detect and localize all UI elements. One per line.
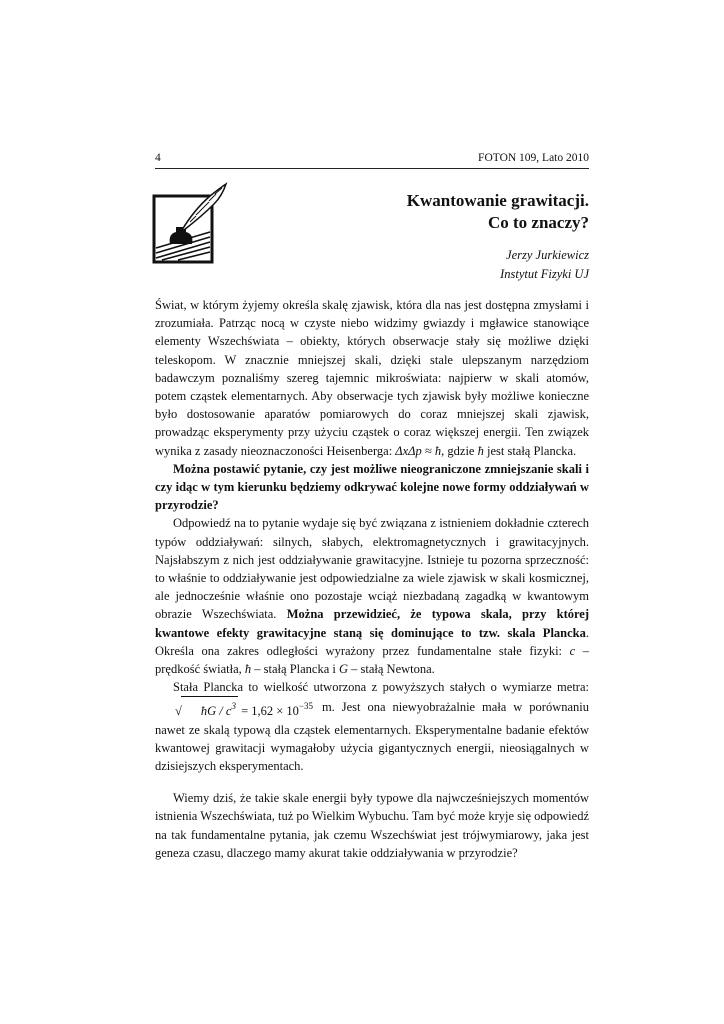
running-header [155, 150, 589, 169]
paragraph-4-text-a: Stała Plancka to wielkość utworzona z powyższych stałych o wymiarze metra: [173, 680, 589, 695]
planck-length-formula: √ ħG / $c^3 = 1,62 \times 10^{-35}$ [155, 696, 315, 720]
uncertainty-formula: ΔxΔp ≈ ħ [395, 443, 442, 458]
article-title-line-2: Co to znaczy? [487, 213, 589, 232]
symbol-c: c [569, 643, 576, 658]
article-affiliation: Instytut Fizyki UJ [500, 267, 589, 281]
paragraph-3-text-b: . Określa ona zakres odległości wyrażony przez fundamentalne stałe fizyki: [155, 625, 589, 658]
symbol-hbar-desc: – stałą Plancka i [251, 662, 339, 677]
hbar-symbol: ħ [477, 443, 484, 458]
paragraph-1-mid: , gdzie [441, 443, 478, 458]
page-number: 4 [155, 152, 161, 164]
quill-inkwell-icon [152, 182, 230, 266]
paragraph-3-text-a: Odpowiedź na to pytanie wydaje się być związana z istnieniem dokładnie czterech typów oddziaływań: silnych, słabych, elektromagnetycznych i grawitacyjnych. Najsłabszym z nich jest oddziaływanie grawitacyjne. Istnieje tu pozorna sprzeczność: to właśnie to oddziaływanie jest odpowiedzialne za wiele zjawisk w skali kosmicznej, ale jednocześnie właśnie ono pozostaje wciąż niezbadaną zagadką w kwantowym obrazie Wszechświata. [155, 516, 589, 622]
formula-root-exponent: 3 [231, 701, 236, 712]
paragraph-1 [155, 296, 589, 460]
journal-title: FOTON 109, Lato 2010 [478, 152, 589, 164]
paragraph-5: Wiemy dziś, że takie skale energii były typowe dla najwcześniejszych momentów istnienia Wszechświata, tuż po Wielkim Wybuchu. Tam być może kryje się odpowiedź na tak fundamentalne pytania, jak czemu Wszechświat jest trójwymiarowy, jaka jest geneza czasu, dlaczego mamy akurat takie oddziaływania w przyrodzie? [155, 791, 589, 860]
paragraph-3-bold: Można przewidzieć, że typowa skala, przy której kwantowe efekty grawitacyjne staną się dominujące to tzw. skala Plancka [155, 607, 590, 640]
formula-root: ħG / c [200, 704, 232, 719]
symbol-g-desc: – stałą Newtona. [348, 662, 435, 677]
symbol-c-desc: – prędkość światła, [155, 643, 590, 677]
symbol-g: G [338, 662, 349, 677]
article-title-block [259, 190, 589, 284]
paragraph-4 [155, 678, 589, 775]
article-author: Jerzy Jurkiewicz [506, 248, 589, 262]
symbol-hbar: ħ [244, 662, 252, 677]
formula-exponent: −35 [298, 701, 313, 712]
paragraph-3 [155, 514, 589, 678]
formula-value: = 1,62 × 10 [237, 704, 299, 719]
paragraph-2-question: Można postawić pytanie, czy jest możliwe nieograniczone zmniejszanie skali i czy idąc w tym kierunku będziemy odkrywać kolejne nowe formy oddziaływań w przyrodzie? [155, 461, 589, 513]
article-title-line-1: Kwantowanie grawitacji. [406, 191, 589, 210]
article-body [155, 296, 589, 862]
paragraph-1-text: Świat, w którym żyjemy określa skalę zjawisk, która dla nas jest dostępna zmysłami i zrozumiała. Patrząc nocą w czyste niebo widzimy gwiazdy i mgławice stanowiące elementy Wszechświata – obiekty, których obserwacje stały się możliwe dzięki teleskopom. W znacznie mniejszej skali, dzięki stale ulepszanym narzędziom badawczym poznaliśmy szereg tajemnic mikroświata: najpierw w skali atomów, potem cząstek elementarnych. Aby obserwacje tych zjawisk były możliwe konieczne było dostosowanie aparatów pomiarowych do coraz mniejszej skali zjawisk, prowadząc eksperymenty przy użyciu cząstek o coraz większej energii. Ten związek wynika z zasady nieoznaczoności Heisenberga: [155, 298, 589, 458]
paragraph-1-end: jest stałą Plancka. [483, 443, 577, 458]
paragraph-4-text-b: m. Jest ona niewyobrażalnie mała w porównaniu nawet ze skalą typową dla cząstek elementarnych. Eksperymentalne badanie efektów kwantowej grawitacji wymagałoby użycia gigantycznych energii, nieosiągalnych w dzisiejszych eksperymentach. [155, 700, 589, 774]
